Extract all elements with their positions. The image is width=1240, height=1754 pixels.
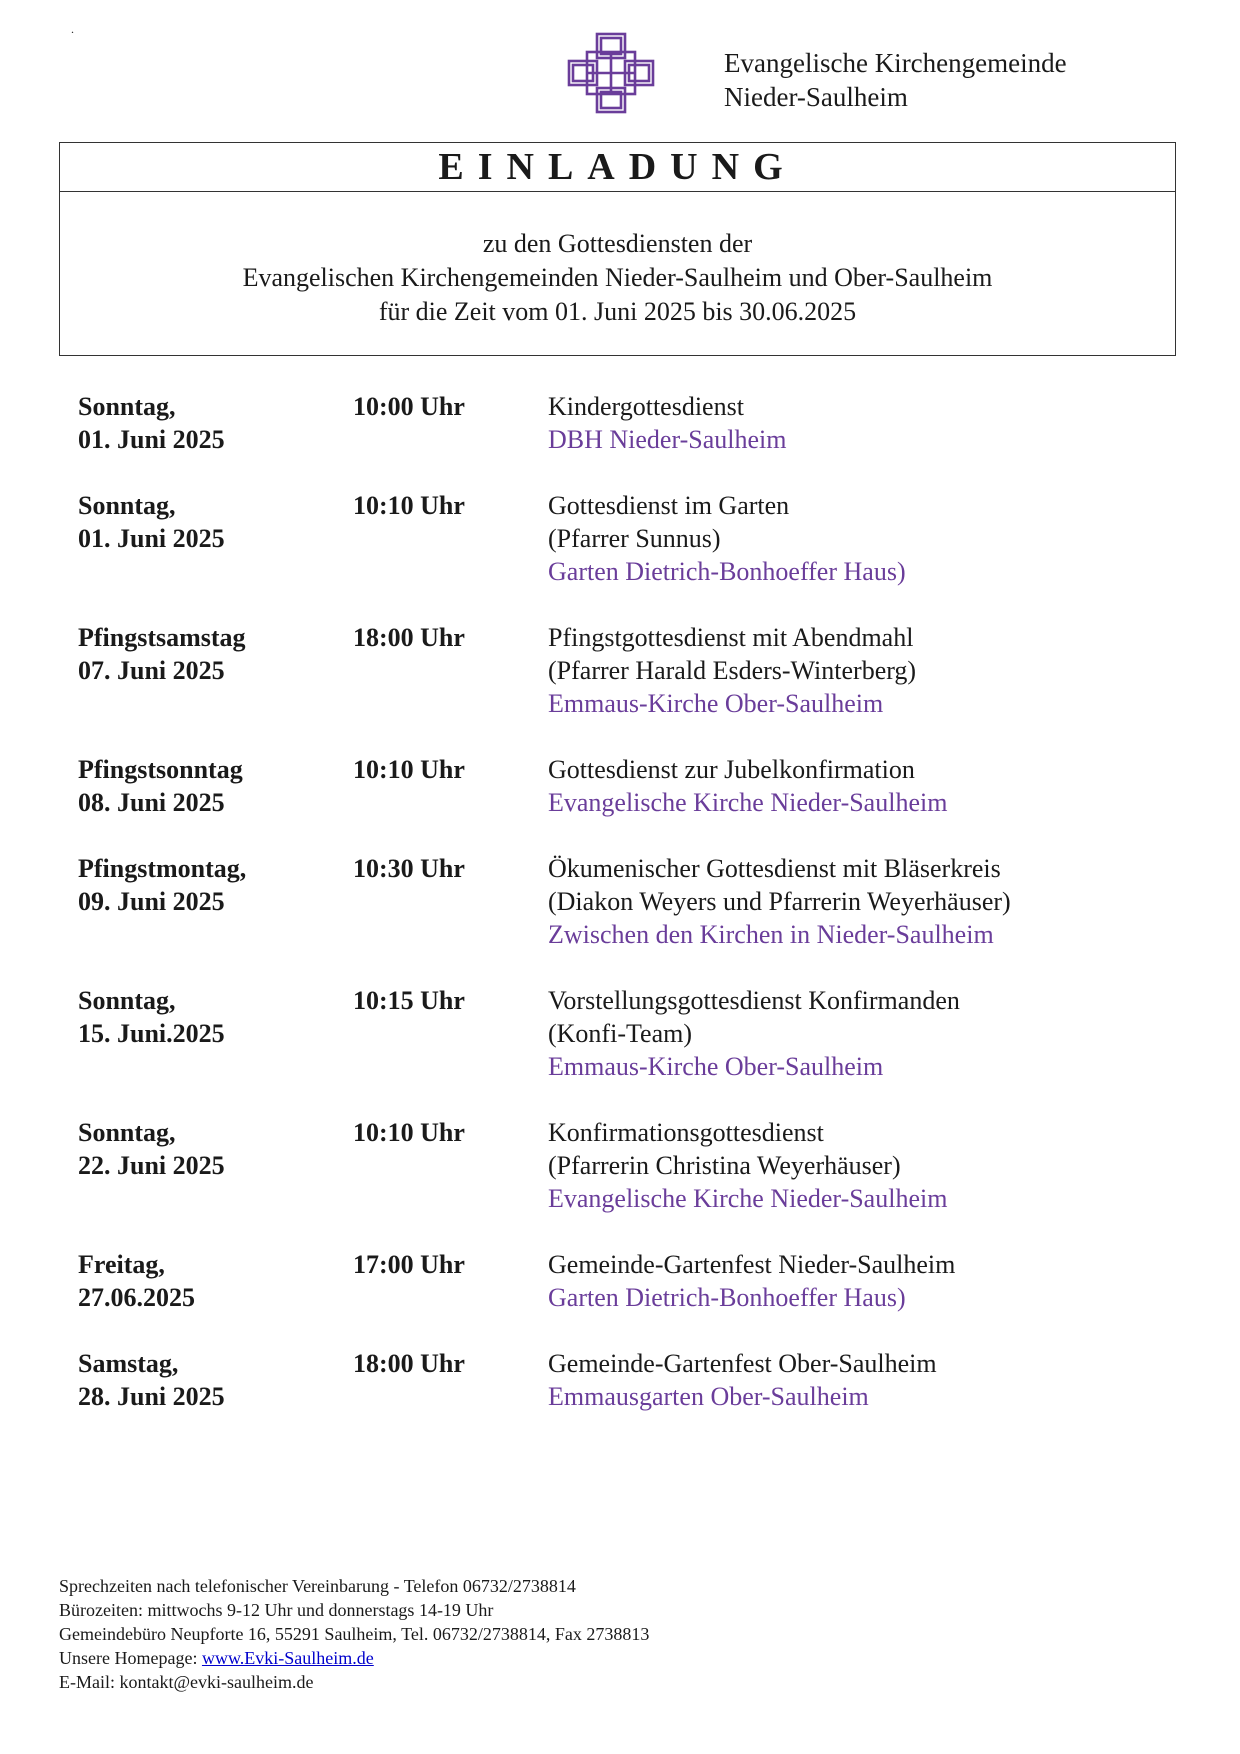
event-time: 10:15 Uhr	[353, 986, 465, 1015]
event-info	[548, 1347, 937, 1413]
invitation-line-2: Evangelischen Kirchengemeinden Nieder-Saulheim und Ober-Saulheim	[242, 263, 993, 292]
event-title: Ökumenischer Gottesdienst mit Bläserkreis	[548, 854, 1001, 883]
event-day: Pfingstmontag, 09. Juni 2025	[78, 854, 247, 916]
event-8	[78, 1248, 1178, 1347]
event-day: Sonntag, 01. Juni 2025	[78, 392, 225, 454]
invitation-line-1: zu den Gottesdiensten der	[482, 229, 753, 258]
event-info	[548, 984, 960, 1083]
organization-name	[724, 46, 1067, 114]
event-venue: Emmaus-Kirche Ober-Saulheim	[548, 689, 884, 718]
event-venue: Emmaus-Kirche Ober-Saulheim	[548, 1052, 884, 1081]
footer-office-times: Bürozeiten: mittwochs 9-12 Uhr und donnerstags 14-19 Uhr	[59, 1600, 494, 1620]
org-line-1: Evangelische Kirchengemeinde	[724, 48, 1067, 78]
event-title: Konfirmationsgottesdienst	[548, 1118, 824, 1147]
event-leader: (Konfi-Team)	[548, 1019, 693, 1048]
event-9	[78, 1347, 1178, 1446]
event-5	[78, 852, 1178, 984]
footer-email: E-Mail: kontakt@evki-saulheim.de	[59, 1672, 314, 1692]
event-leader: (Diakon Weyers und Pfarrerin Weyerhäuser)	[548, 887, 1011, 916]
event-day: Sonntag, 22. Juni 2025	[78, 1118, 225, 1180]
event-time: 18:00 Uhr	[353, 1349, 465, 1378]
invitation-box	[59, 142, 1176, 356]
event-leader: (Pfarrerin Christina Weyerhäuser)	[548, 1151, 901, 1180]
event-title: Vorstellungsgottesdienst Konfirmanden	[548, 986, 960, 1015]
invitation-line-3: für die Zeit vom 01. Juni 2025 bis 30.06.2025	[378, 297, 857, 326]
service-schedule	[78, 390, 1178, 1446]
homepage-link[interactable]: www.Evki-Saulheim.de	[201, 1648, 374, 1668]
event-title: Kindergottesdienst	[548, 392, 744, 421]
homepage-label: Unsere Homepage:	[59, 1648, 202, 1668]
footer-office-hours-phone: Sprechzeiten nach telefonischer Vereinbarung - Telefon 06732/2738814	[59, 1576, 576, 1596]
event-1	[78, 390, 1178, 489]
event-time: 10:10 Uhr	[353, 491, 465, 520]
event-time: 10:00 Uhr	[353, 392, 465, 421]
event-info	[548, 753, 947, 819]
event-info	[548, 489, 906, 588]
event-info	[548, 390, 786, 456]
event-day: Sonntag, 15. Juni.2025	[78, 986, 225, 1048]
event-venue: Evangelische Kirche Nieder-Saulheim	[548, 1184, 948, 1213]
event-day: Pfingstsonntag 08. Juni 2025	[78, 755, 243, 817]
event-info	[548, 621, 916, 720]
event-day: Freitag, 27.06.2025	[78, 1250, 195, 1312]
event-day: Sonntag, 01. Juni 2025	[78, 491, 225, 553]
event-time: 10:30 Uhr	[353, 854, 465, 883]
event-title: Pfingstgottesdienst mit Abendmahl	[548, 623, 914, 652]
event-time: 17:00 Uhr	[353, 1250, 465, 1279]
event-leader: (Pfarrer Harald Esders-Winterberg)	[548, 656, 917, 685]
event-info	[548, 852, 1011, 951]
event-venue: Garten Dietrich-Bonhoeffer Haus)	[548, 1283, 906, 1312]
page-dot: .	[71, 22, 74, 36]
event-venue: Zwischen den Kirchen in Nieder-Saulheim	[548, 920, 994, 949]
event-day: Pfingstsamstag 07. Juni 2025	[78, 623, 246, 685]
footer-address: Gemeindebüro Neupforte 16, 55291 Saulheim, Tel. 06732/2738814, Fax 2738813	[59, 1624, 650, 1644]
footer-homepage	[59, 1646, 649, 1670]
footer-contact	[59, 1574, 649, 1694]
event-4	[78, 753, 1178, 852]
event-info	[548, 1248, 955, 1314]
event-title: Gottesdienst im Garten	[548, 491, 790, 520]
event-3	[78, 621, 1178, 753]
event-leader: (Pfarrer Sunnus)	[548, 524, 721, 553]
invitation-title: EINLADUNG	[60, 143, 1175, 192]
event-venue: Emmausgarten Ober-Saulheim	[548, 1382, 869, 1411]
event-day: Samstag, 28. Juni 2025	[78, 1349, 225, 1411]
event-info	[548, 1116, 947, 1215]
event-7	[78, 1116, 1178, 1248]
event-time: 10:10 Uhr	[353, 755, 465, 784]
event-venue: DBH Nieder-Saulheim	[548, 425, 787, 454]
event-title: Gemeinde-Gartenfest Ober-Saulheim	[548, 1349, 937, 1378]
event-time: 18:00 Uhr	[353, 623, 465, 652]
org-line-2: Nieder-Saulheim	[724, 82, 908, 112]
event-2	[78, 489, 1178, 621]
event-venue: Evangelische Kirche Nieder-Saulheim	[548, 788, 948, 817]
event-venue: Garten Dietrich-Bonhoeffer Haus)	[548, 557, 906, 586]
event-6	[78, 984, 1178, 1116]
event-title: Gottesdienst zur Jubelkonfirmation	[548, 755, 915, 784]
event-title: Gemeinde-Gartenfest Nieder-Saulheim	[548, 1250, 956, 1279]
event-time: 10:10 Uhr	[353, 1118, 465, 1147]
church-cross-logo	[567, 32, 655, 114]
invitation-subtitle	[60, 192, 1175, 329]
